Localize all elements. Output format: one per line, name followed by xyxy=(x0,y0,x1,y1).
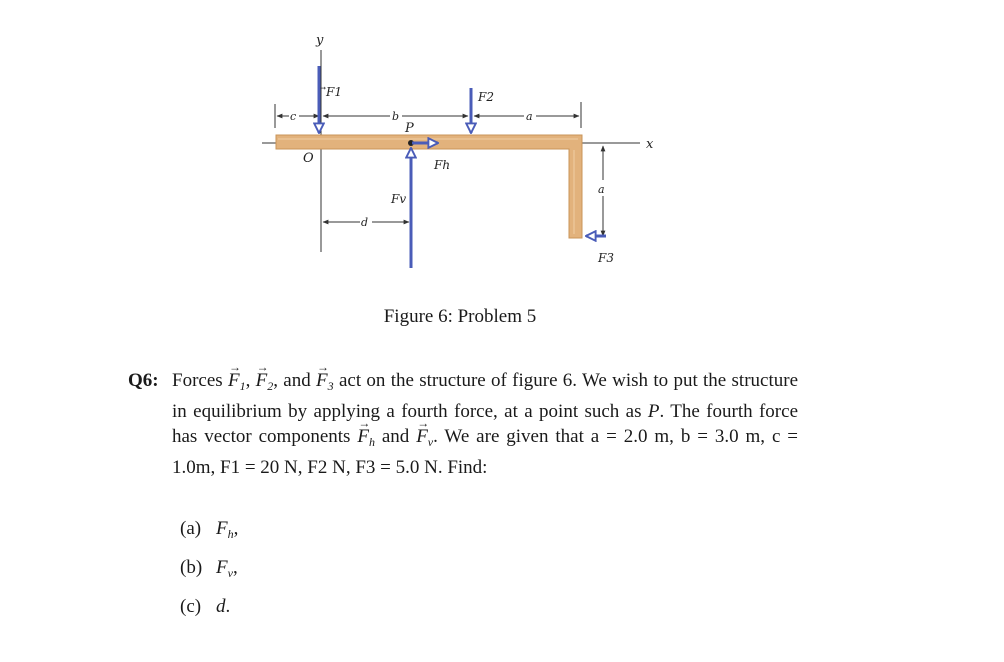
vec-f2: → F xyxy=(256,368,268,393)
structure-figure xyxy=(0,0,1004,300)
force-f2-label: F2 xyxy=(478,90,494,104)
question-label: Q6: xyxy=(128,370,159,391)
dim-a-top-label: a xyxy=(526,110,533,123)
point-label: P xyxy=(405,121,414,136)
part-c: (c) d. xyxy=(180,596,231,617)
y-axis-label: y xyxy=(316,33,324,48)
parts-list xyxy=(180,512,238,629)
force-fv-label: Fv xyxy=(391,192,407,206)
vec-f1: → F xyxy=(228,368,240,393)
dim-d-label: d xyxy=(361,216,369,229)
question-text: Forces → $F_1$, → $F_2$, and → $F_3$ act on the structure of figure 6. We wish to put the structure in equilibrium by applying a fourth force, at a point such as P. The fourth force has vector components → $F_h$ and → $F_v$. We are given that a = 2.0 m, b = 3.0 m, c = 1.0m, F1 = 20 N, F2 N, F3 = 5.0 N. Find: xyxy=(172,368,798,480)
force-f3-label: F3 xyxy=(598,251,614,265)
origin-label: O xyxy=(303,151,314,166)
part-b: (b) $F_v$, xyxy=(180,557,238,580)
force-fh-label: Fh xyxy=(434,158,451,172)
vec-f3: → F xyxy=(316,368,328,393)
force-f1-label: F1 xyxy=(326,85,342,99)
x-axis-label: x xyxy=(646,137,654,152)
vec-fv: → F xyxy=(416,424,428,449)
figure-caption: Figure 6: Problem 5 xyxy=(383,306,537,327)
givens: a = 2.0 m, b = 3.0 m, c = 1.0m, F1 = 20 N, F2 N, F3 = 5.0 N. xyxy=(172,426,798,478)
part-a: (a) $F_h$, xyxy=(180,518,239,541)
dim-a-side-label: a xyxy=(598,183,605,196)
dim-b-label: b xyxy=(392,110,400,123)
question-block xyxy=(128,368,798,480)
dim-c-label: c xyxy=(290,110,297,123)
vec-fh: → F xyxy=(357,424,369,449)
beam xyxy=(276,135,582,238)
